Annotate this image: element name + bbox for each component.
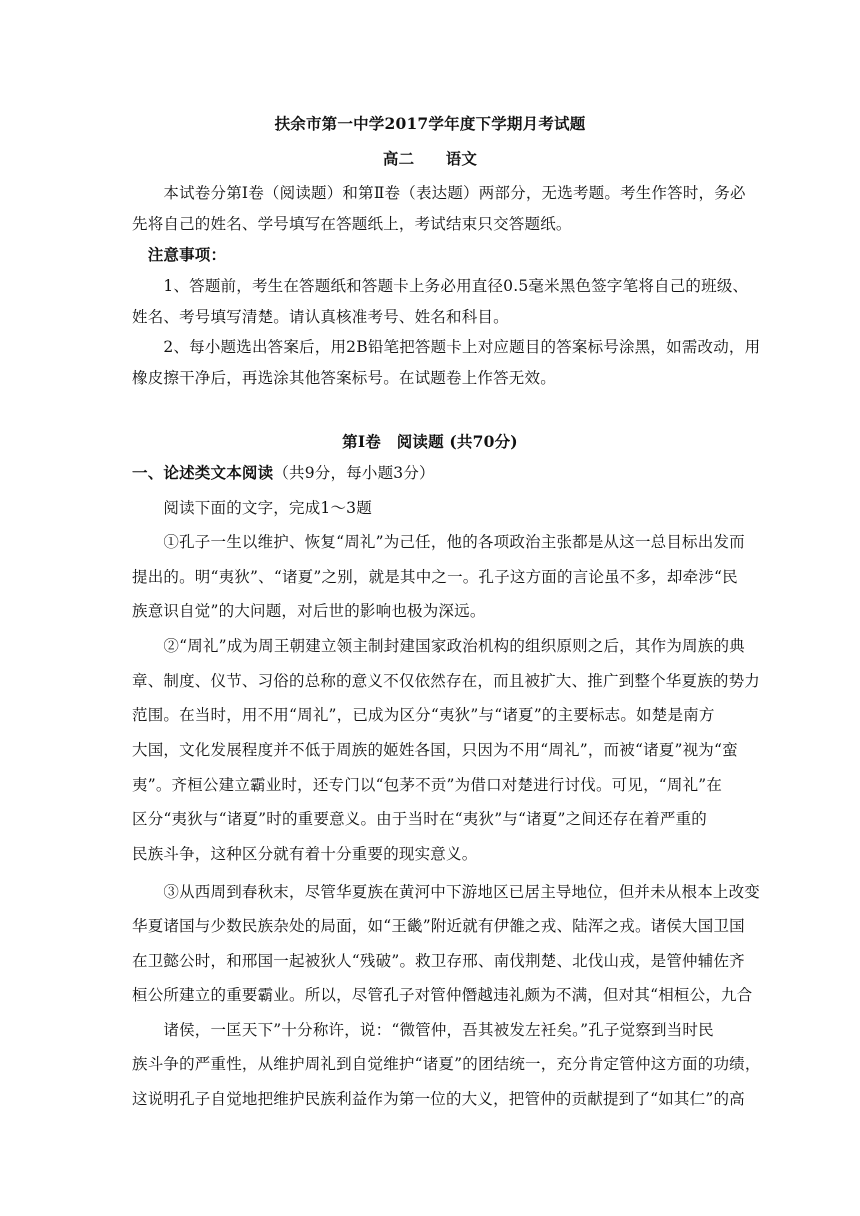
intro-line: 先将自己的姓名、学号填写在答题纸上，考试结束只交答题纸。 <box>132 215 572 233</box>
notes-line: 2、每小题选出答案后，用2B铅笔把答题卡上对应题目的答案标号涂黑，如需改动，用 <box>132 338 761 356</box>
exam-title: 扶余市第一中学2017学年度下学期月考试题 <box>274 114 586 133</box>
passage-line: 大国，文化发展程度并不低于周族的姬姓各国，只因为不用“周礼”，而被“诸夏”视为“蛮 <box>132 741 738 759</box>
reading-instruction: 阅读下面的文字，完成1～3题 <box>132 499 372 517</box>
passage-line: 民族斗争，这种区分就有着十分重要的现实意义。 <box>132 845 478 863</box>
passage-line: 区分“夷狄与“诸夏”时的重要意义。由于当时在“夷狄”与“诸夏”之间还存在着严重的 <box>132 810 707 828</box>
passage-line: ③从西周到春秋末，尽管华夏族在黄河中下游地区已居主导地位，但并未从根本上改变 <box>132 883 761 901</box>
passage-line: 章、制度、仪节、习俗的总称的意义不仅依然存在，而且被扩大、推广到整个华夏族的势力 <box>132 672 761 690</box>
notes-heading: 注意事项： <box>132 245 227 264</box>
passage-line: 夷”。齐桓公建立霸业时，还专门以“包茅不贡”为借口对楚进行讨伐。可见，“周礼”在 <box>132 776 723 794</box>
notes-line: 橡皮擦干净后，再选涂其他答案标号。在试题卷上作答无效。 <box>132 369 556 387</box>
passage-line: 提出的。明“夷狄”、“诸夏”之别，就是其中之一。孔子这方面的言论虽不多，却牵涉“民 <box>132 568 738 586</box>
notes-line: 1、答题前，考生在答题纸和答题卡上务必用直径0.5毫米黑色签字笔将自己的班级、 <box>132 277 749 295</box>
passage-line: 范围。在当时，用不用“周礼”，已成为区分“夷狄”与“诸夏”的主要标志。如楚是南方 <box>132 706 715 724</box>
intro-line: 本试卷分第Ⅰ卷（阅读题）和第Ⅱ卷（表达题）两部分，无选考题。考生作答时，务必 <box>132 184 746 202</box>
passage-line: 族斗争的严重性，从维护周礼到自觉维护“诸夏”的团结统一，充分肯定管仲这方面的功绩， <box>132 1055 761 1073</box>
notes-line: 姓名、考号填写清楚。请认真核准考号、姓名和科目。 <box>132 308 509 326</box>
section-subheading-title: 一、论述类文本阅读 <box>132 463 274 482</box>
section-heading: 第Ⅰ卷 阅读题 (共70分) <box>342 432 518 451</box>
passage-line: 桓公所建立的重要霸业。所以，尽管孔子对管仲僭越违礼颇为不满，但对其“相桓公，九合 <box>132 986 753 1004</box>
passage-line: ②“周礼”成为周王朝建立领主制封建国家政治机构的组织原则之后，其作为周族的典 <box>132 637 745 655</box>
section-subheading <box>132 461 435 483</box>
passage-line: 这说明孔子自觉地把维护民族利益作为第一位的大义，把管仲的贡献提到了“如其仁”的高 <box>132 1090 745 1108</box>
passage-line: 诸侯，一匡天下”十分称许，说：“微管仲，吾其被发左衽矣。”孔子觉察到当时民 <box>132 1021 714 1039</box>
exam-subtitle: 高二 语文 <box>382 149 478 168</box>
passage-line: 族意识自觉”的大问题，对后世的影响也极为深远。 <box>132 602 486 620</box>
passage-line: ①孔子一生以维护、恢复“周礼”为己任，他的各项政治主张都是从这一总目标出发而 <box>132 533 745 551</box>
passage-line: 在卫懿公时，和邢国一起被狄人“残破”。救卫存邢、南伐荆楚、北伐山戎，是管仲辅佐齐 <box>132 952 745 970</box>
passage-line: 华夏诸国与少数民族杂处的局面，如“王畿”附近就有伊雒之戎、陆浑之戎。诸侯大国卫国 <box>132 917 745 935</box>
section-subheading-score: （共9分，每小题3分） <box>273 464 435 482</box>
